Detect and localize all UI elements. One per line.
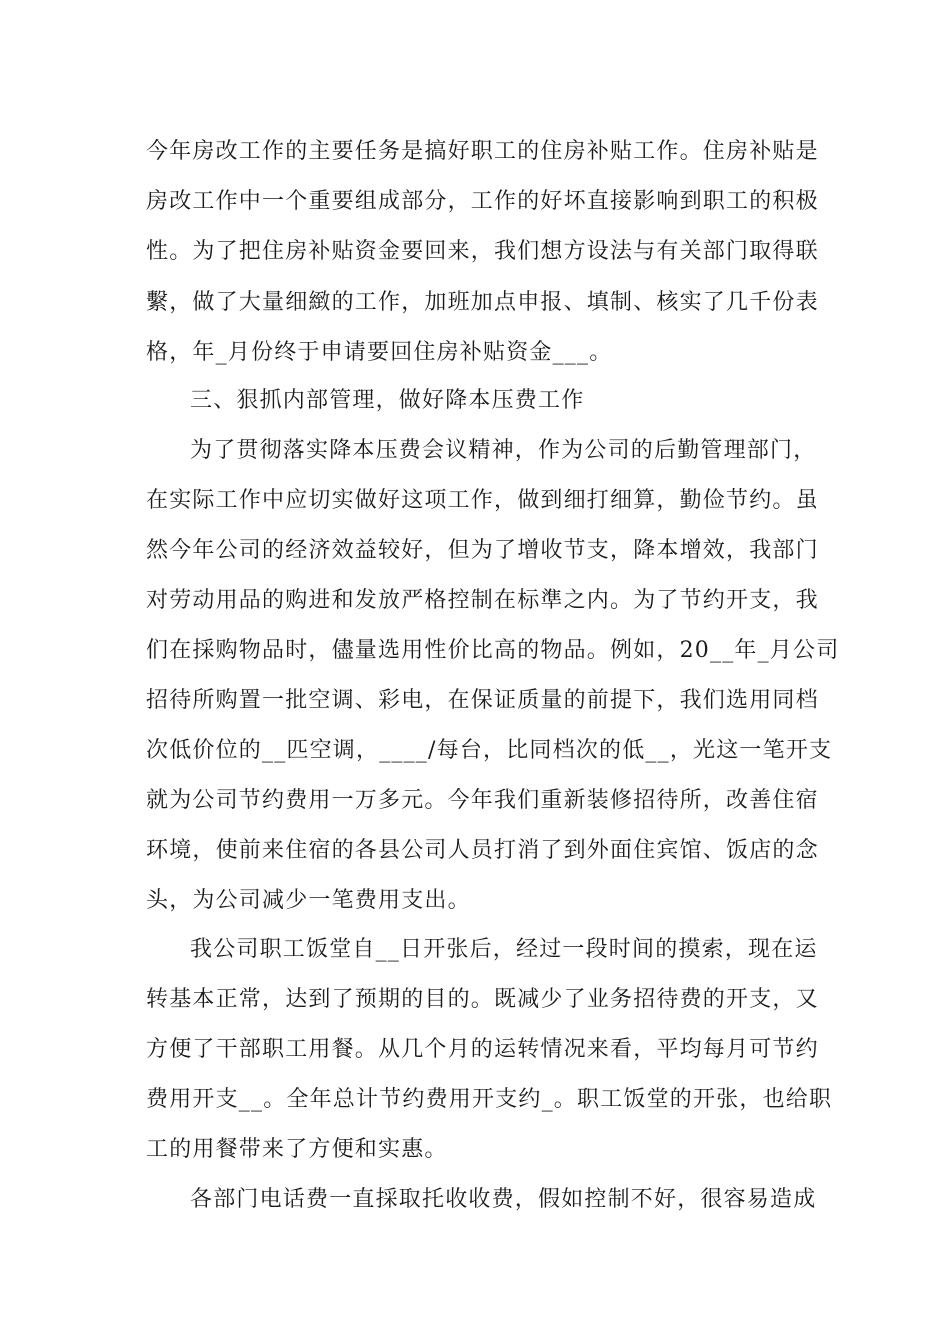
text-line: 们在採购物品时，儘量选用性价比高的物品。例如，20__年_月公司 [146,638,840,663]
text-line: 对劳动用品的购进和发放严格控制在标準之内。为了节约开支，我 [146,588,819,613]
text-line: 格，年_月份终于申请要回住房补贴资金___。 [146,340,613,365]
section-heading: 三、狠抓内部管理，做好降本压费工作 [190,388,585,413]
text-line: 繫，做了大量细緻的工作，加班加点申报、填制、核实了几千份表 [146,290,819,315]
text-line: 各部门电话费一直採取托收收费，假如控制不好，很容易造成 [190,1187,817,1212]
text-line: 就为公司节约费用一万多元。今年我们重新装修招待所，改善住宿 [146,788,819,813]
text-line: 然今年公司的经济效益较好，但为了增收节支，降本增效，我部门 [146,538,819,563]
text-line: 性。为了把住房补贴资金要回来，我们想方设法与有关部门取得联 [146,239,819,264]
text-line: 环境，使前来住宿的各县公司人员打消了到外面住宾馆、饭店的念 [146,838,819,863]
text-line: 转基本正常，达到了预期的目的。既减少了业务招待费的开支，又 [146,987,819,1012]
text-line: 在实际工作中应切实做好这项工作，做到细打细算，勤俭节约。虽 [146,488,819,513]
text-line: 费用开支__。全年总计节约费用开支约_。职工饭堂的开张，也给职 [146,1087,833,1112]
text-line: 次低价位的__匹空调，____/每台，比同档次的低__，光这一笔开支 [146,738,833,763]
text-line: 工的用餐带来了方便和实惠。 [146,1137,448,1162]
text-line: 方便了干部职工用餐。从几个月的运转情况来看，平均每月可节约 [146,1037,819,1062]
text-line: 为了贯彻落实降本压费会议精神，作为公司的后勤管理部门， [190,438,817,463]
text-line: 头，为公司减少一笔费用支出。 [146,888,471,913]
text-line: 房改工作中一个重要组成部分，工作的好坏直接影响到职工的积极 [146,189,819,214]
text-line: 今年房改工作的主要任务是搞好职工的住房补贴工作。住房补贴是 [146,139,819,164]
text-line: 我公司职工饭堂自__日开张后，经过一段时间的摸索，现在运 [190,937,818,962]
text-line: 招待所购置一批空调、彩电，在保证质量的前提下，我们选用同档 [146,688,819,713]
